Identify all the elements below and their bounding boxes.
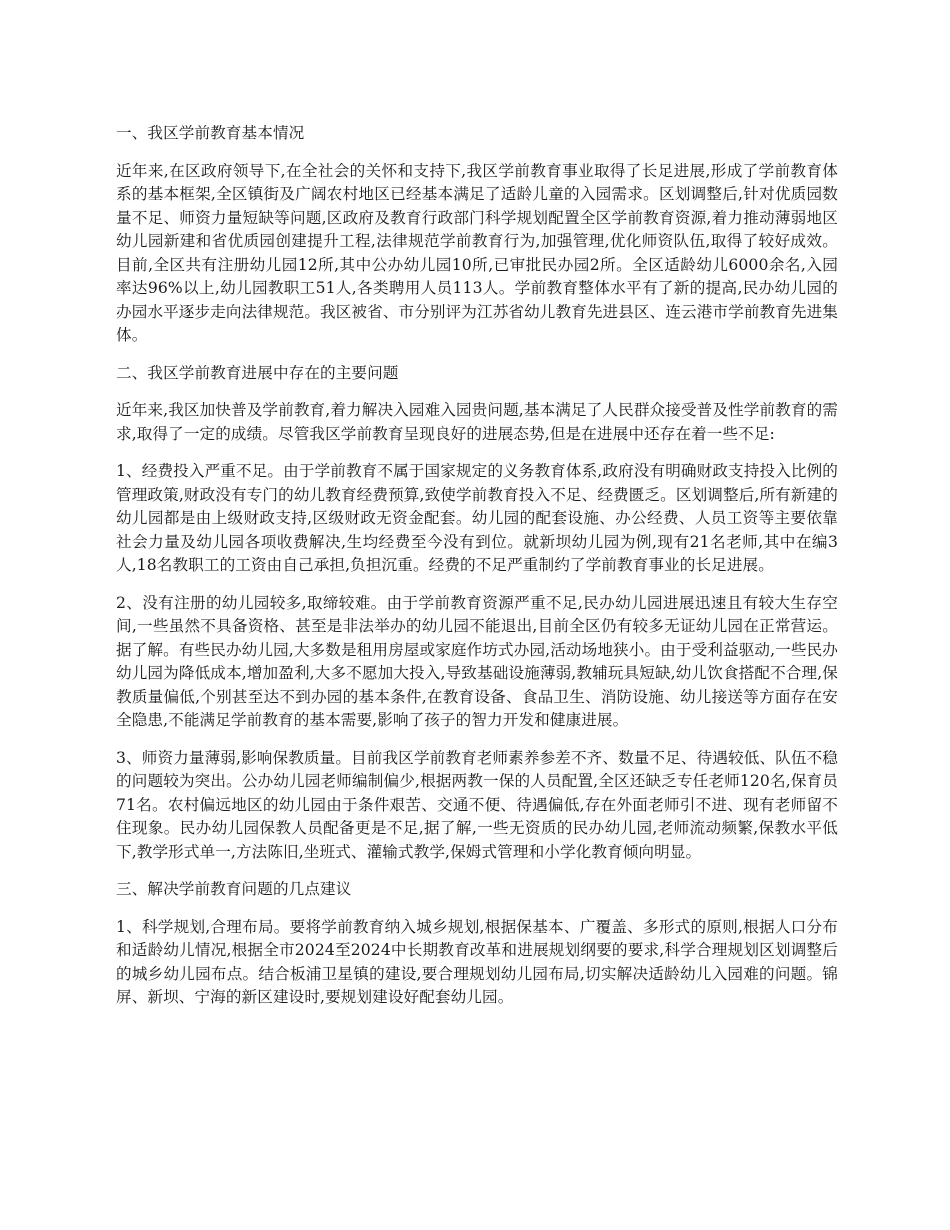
section-heading: 三、解决学前教育问题的几点建议: [116, 880, 352, 898]
section-heading: 一、我区学前教育基本情况: [116, 124, 305, 142]
section-main-problems: [116, 362, 838, 865]
paragraph: 2、没有注册的幼儿园较多,取缔较难。由于学前教育资源严重不足,民办幼儿园进展迅速且有较大生存空间,一些虽然不具备资格、甚至是非法举办的幼儿园不能退出,目前全区仍有较多无证幼儿园在正常营运。据了解。有些民办幼儿园,大多数是租用房屋或家庭作坊式办园,活动场地狭小。由于受利益驱动,一些民办幼儿园为降低成本,增加盈利,大多不愿加大投入,导致基础设施薄弱,教辅玩具短缺,幼儿饮食搭配不合理,保教质量偏低,个别甚至达不到办园的基本条件,在教育设备、食品卫生、消防设施、幼儿接送等方面存在安全隐患,不能满足学前教育的基本需要,影响了孩子的智力开发和健康进展。: [116, 593, 838, 729]
paragraph: 3、师资力量薄弱,影响保教质量。目前我区学前教育老师素养参差不齐、数量不足、待遇较低、队伍不稳的问题较为突出。公办幼儿园老师编制偏少,根据两教一保的人员配置,全区还缺乏专任老师120名,保育员71名。农村偏远地区的幼儿园由于条件艰苦、交通不便、待遇偏低,存在外面老师引不进、现有老师留不住现象。民办幼儿园保教人员配备更是不足,据了解,一些无资质的民办幼儿园,老师流动频繁,保教水平低下,教学形式单一,方法陈旧,坐班式、灌输式教学,保姆式管理和小学化教育倾向明显。: [116, 748, 838, 861]
section-basic-situation: [116, 122, 838, 348]
document-body: [116, 122, 838, 1024]
section-suggestions: [116, 878, 838, 1010]
paragraph: 1、经费投入严重不足。由于学前教育不属于国家规定的义务教育体系,政府没有明确财政支持投入比例的管理政策,财政没有专门的幼儿教育经费预算,致使学前教育投入不足、经费匮乏。区划调整后,所有新建的幼儿园都是由上级财政支持,区级财政无资金配套。幼儿园的配套设施、办公经费、人员工资等主要依靠社会力量及幼儿园各项收费解决,生均经费至今没有到位。就新坝幼儿园为例,现有21名老师,其中在编3人,18名教职工的工资由自己承担,负担沉重。经费的不足严重制约了学前教育事业的长足进展。: [116, 462, 838, 574]
paragraph: 近年来,我区加快普及学前教育,着力解决入园难入园贵问题,基本满足了人民群众接受普及性学前教育的需求,取得了一定的成绩。尽管我区学前教育呈现良好的进展态势,但是在进展中还存在着一些不足:: [116, 401, 838, 443]
paragraph: 1、科学规划,合理布局。要将学前教育纳入城乡规划,根据保基本、广覆盖、多形式的原则,根据人口分布和适龄幼儿情况,根据全市2024至2024中长期教育改革和进展规划纲要的要求,科学合理规划区划调整后的城乡幼儿园布点。结合板浦卫星镇的建设,要合理规划幼儿园布局,切实解决适龄幼儿入园难的问题。锦屏、新坝、宁海的新区建设时,要规划建设好配套幼儿园。: [116, 917, 838, 1006]
section-heading: 二、我区学前教育进展中存在的主要问题: [116, 363, 399, 382]
paragraph: 近年来,在区政府领导下,在全社会的关怀和支持下,我区学前教育事业取得了长足进展,形成了学前教育体系的基本框架,全区镇街及广阔农村地区已经基本满足了适龄儿童的入园需求。区划调整后,针对优质园数量不足、师资力量短缺等问题,区政府及教育行政部门科学规划配置全区学前教育资源,着力推动薄弱地区幼儿园新建和省优质园创建提升工程,法律规范学前教育行为,加强管理,优化师资队伍,取得了较好成效。目前,全区共有注册幼儿园12所,其中公办幼儿园10所,已审批民办园2所。全区适龄幼儿6000余名,入园率达96%以上,幼儿园教职工51人,各类聘用人员113人。学前教育整体水平有了新的提高,民办幼儿园的办园水平逐步走向法律规范。我区被省、市分别评为江苏省幼儿教育先进县区、连云港市学前教育先进集体。: [116, 161, 838, 344]
